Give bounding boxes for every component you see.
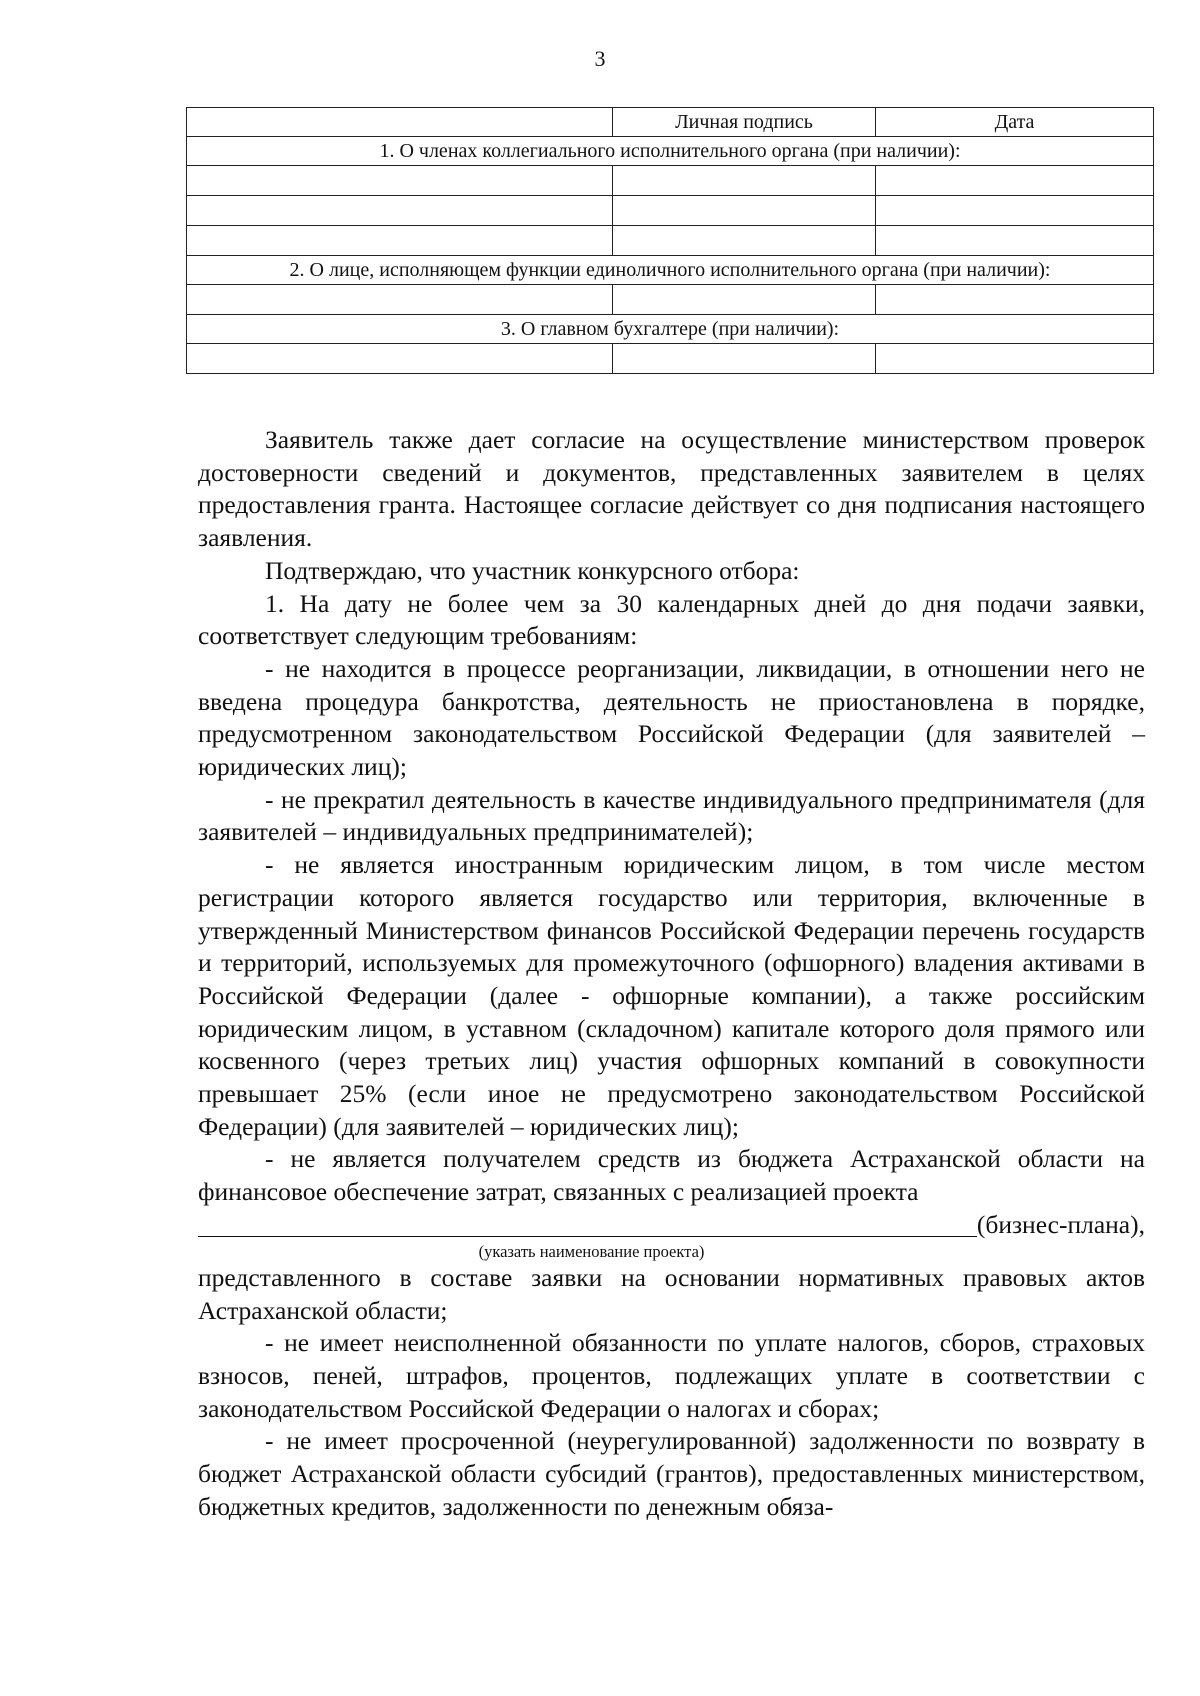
document-body (198, 424, 1145, 1524)
table-row (187, 166, 1154, 196)
table-cell (876, 344, 1154, 374)
table-cell (613, 226, 876, 256)
table-cell (187, 166, 613, 196)
section-title: 2. О лице, исполняющем функции единоличного исполнительного органа (при наличии): (187, 256, 1154, 285)
signatures-table (186, 107, 1154, 374)
header-cell-date: Дата (876, 108, 1154, 137)
section-row-sole-executive (187, 256, 1154, 285)
table-cell (187, 285, 613, 315)
header-cell-name (187, 108, 613, 137)
section-title: 1. О членах коллегиального исполнительного органа (при наличии): (187, 137, 1154, 166)
table-cell (876, 166, 1154, 196)
table-row (187, 285, 1154, 315)
requirement-no-tax-debt: - не имеет неисполненной обязанности по уплате налогов, сборов, страховых взносов, пеней, штрафов, процентов, подлежащих уплате в соответствии с законодательством Российской Федерации о налогах и сборах; (198, 1328, 1145, 1423)
table-header-row (187, 108, 1154, 137)
requirement-not-foreign: - не является иностранным юридическим лицом, в том числе местом регистрации которого является государство или территория, включенные в утвержденный Министерством финансов Российской Федерации перечень государств и территорий, используемых для промежуточного (офшорного) владения активами в Российской Федерации (далее - офшорные компании), а также российским юридическим лицом, в уставном (складочном) капитале которого доля прямого или косвенного (через третьих лиц) участия офшорных компаний в совокупности превышает 25% (если иное не предусмотрено законодательством Российской Федерации) (для заявителей – юридических лиц); (198, 850, 1145, 1141)
section-row-chief-accountant (187, 315, 1154, 344)
page-number: 3 (594, 46, 606, 71)
project-name-line (198, 1209, 1145, 1242)
requirement-not-recipient: - не является получателем средств из бюджета Астраханской области на финансовое обеспечение затрат, связанных с реализацией проекта (198, 1144, 1145, 1207)
requirement-no-overdue-debt: - не имеет просроченной (неурегулированной) задолженности по возврату в бюджет Астраханской области субсидий (грантов), предоставленных министерством, бюджетных кредитов, задолженности по денежным обяза- (198, 1426, 1145, 1521)
header-cell-signature: Личная подпись (613, 108, 876, 137)
table-cell (876, 285, 1154, 315)
project-name-blank (198, 1236, 977, 1237)
table-cell (187, 344, 613, 374)
section-row-collegial-body (187, 137, 1154, 166)
requirement-not-ceased: - не прекратил деятельность в качестве индивидуального предпринимателя (для заявителей – индивидуальных предпринимателей); (198, 784, 1145, 847)
table-cell (613, 166, 876, 196)
table-row (187, 226, 1154, 256)
requirement-1: 1. На дату не более чем за 30 календарных дней до дня подачи заявки, соответствует следующим требованиям: (198, 588, 1145, 651)
table-cell (876, 196, 1154, 226)
table-cell (187, 226, 613, 256)
project-line-tail: (бизнес-плана), (976, 1210, 1145, 1240)
table-cell (613, 344, 876, 374)
requirement-continuation: представленного в составе заявки на основании нормативных правовых актов Астраханской области; (198, 1262, 1145, 1325)
table-row (187, 344, 1154, 374)
table-cell (613, 196, 876, 226)
table-row (187, 196, 1154, 226)
table-cell (876, 226, 1154, 256)
table-cell (613, 285, 876, 315)
table-cell (187, 196, 613, 226)
project-name-caption: (указать наименование проекта) (478, 1241, 705, 1261)
confirmation-intro: Подтверждаю, что участник конкурсного отбора: (265, 555, 800, 585)
section-title: 3. О главном бухгалтере (при наличии): (187, 315, 1154, 344)
requirement-no-reorganization: - не находится в процессе реорганизации, ликвидации, в отношении него не введена процедура банкротства, деятельность не приостановлена в порядке, предусмотренном законодательством Российской Федерации (для заявителей – юридических лиц); (198, 653, 1145, 782)
consent-paragraph: Заявитель также дает согласие на осуществление министерством проверок достоверности сведений и документов, представленных заявителем в целях предоставления гранта. Настоящее согласие действует со дня подписания настоящего заявления. (198, 425, 1145, 553)
